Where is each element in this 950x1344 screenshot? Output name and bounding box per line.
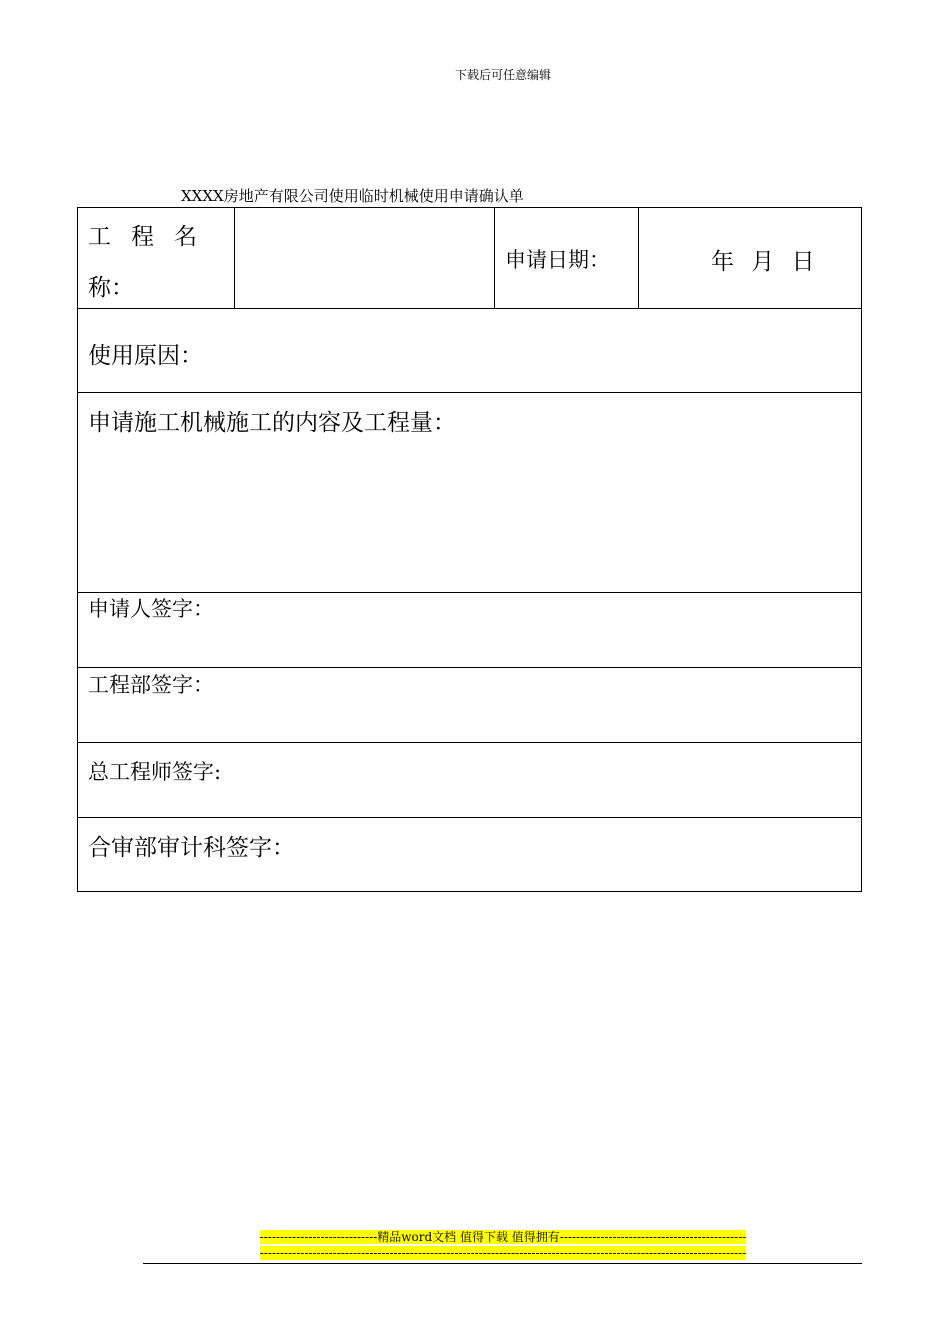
work-content-label: 申请施工机械施工的内容及工程量： (88, 410, 456, 436)
project-name-label: 工程名 (88, 224, 217, 250)
row-divider (78, 742, 861, 743)
application-date-label: 申请日期： (505, 248, 610, 272)
row-divider (78, 392, 861, 393)
column-divider (494, 208, 495, 308)
engineering-dept-signature-label: 工程部签字： (88, 673, 214, 697)
document-title: XXXX房地产有限公司使用临时机械使用申请确认单 (181, 187, 524, 205)
footer-rule (143, 1263, 862, 1264)
column-divider (234, 208, 235, 308)
footer-line-1: -----------------------------精品word文档 值得下载 值得拥有---------------------------------------------- (259, 1230, 747, 1244)
application-form (77, 207, 862, 892)
row-divider (78, 667, 861, 668)
audit-signature-label: 合审部审计科签字： (88, 835, 295, 861)
footer-line-2: ------------------------------------------------------------------------------------------------------------------------ (259, 1246, 747, 1260)
row-divider (78, 817, 861, 818)
applicant-signature-label: 申请人签字： (88, 597, 214, 621)
project-name-label-cont: 称： (88, 275, 134, 301)
column-divider (638, 208, 639, 308)
usage-reason-label: 使用原因： (88, 343, 203, 369)
application-date-value: 年 月 日 (711, 249, 815, 275)
footer-banner (0, 1229, 950, 1261)
chief-engineer-signature-label: 总工程师签字: (88, 760, 222, 784)
header-note: 下载后可任意编辑 (454, 68, 551, 82)
row-divider (78, 308, 861, 309)
